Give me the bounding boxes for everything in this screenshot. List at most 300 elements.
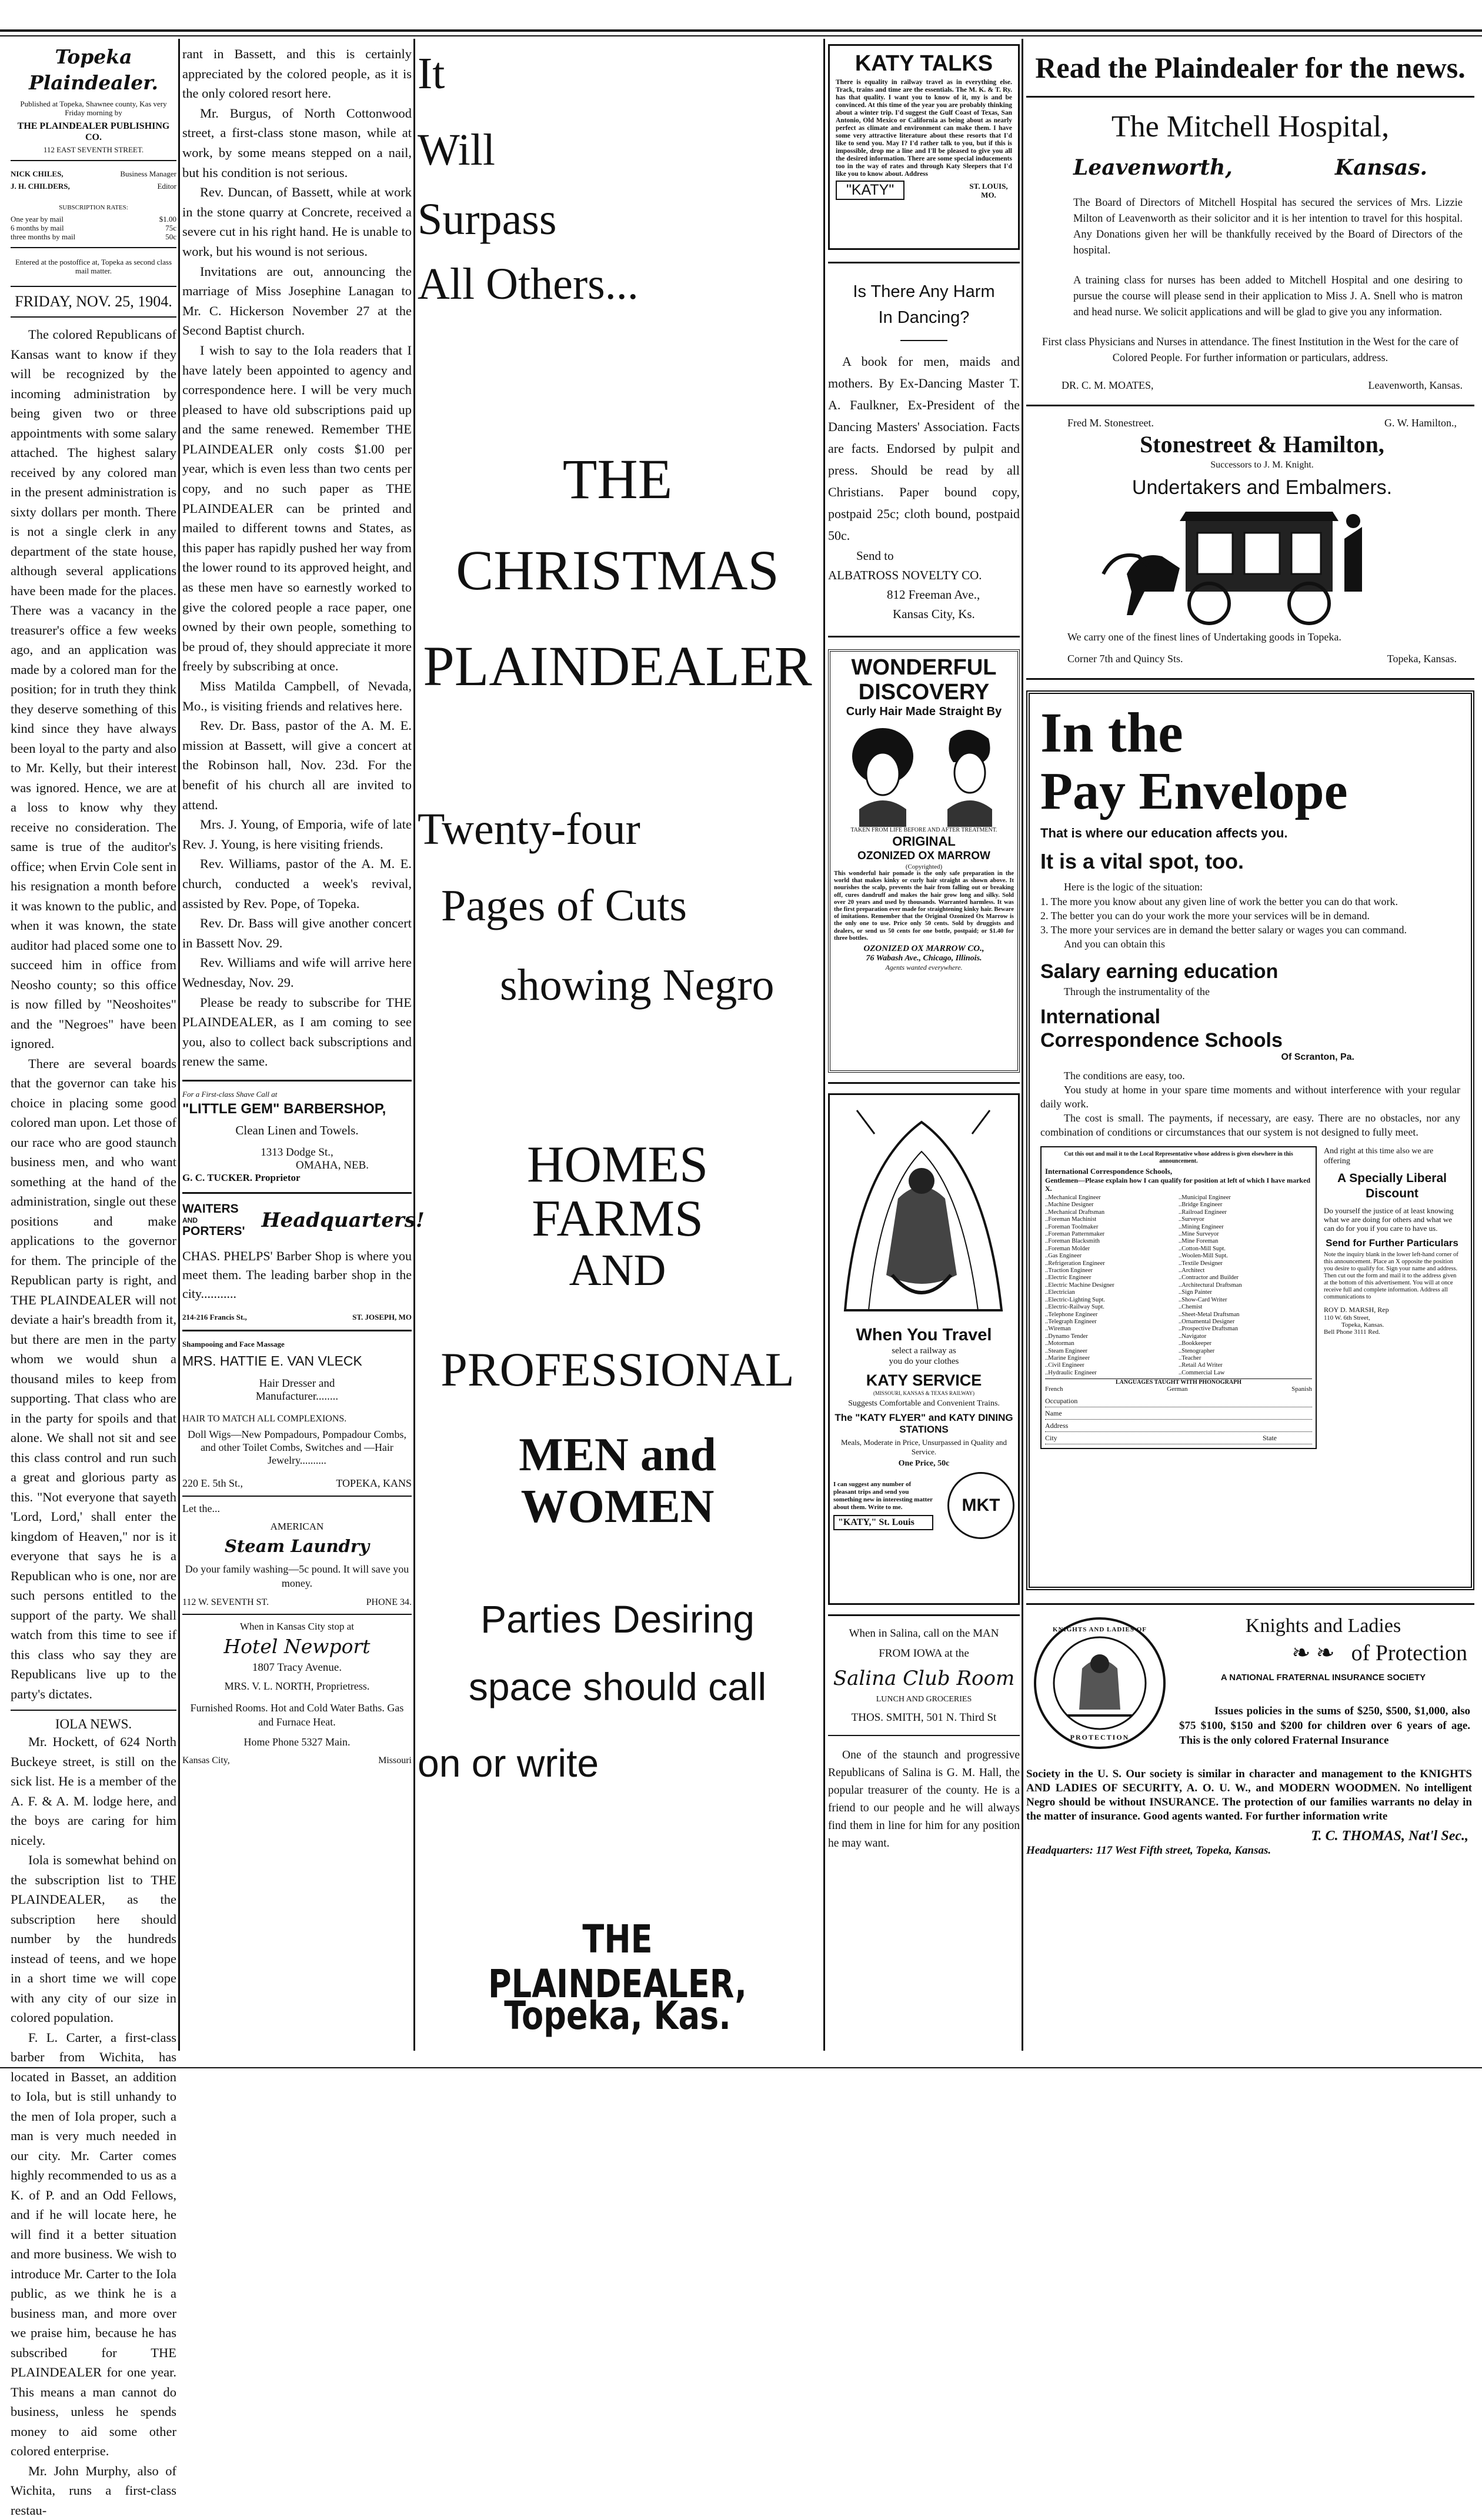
headline-pages-of-cuts: Pages of Cuts xyxy=(441,882,687,929)
headline-parties: Parties Desiring xyxy=(418,1597,817,1641)
before-after-portraits-image xyxy=(836,721,1012,827)
ad-line: HAIR TO MATCH ALL COMPLEXIONS. xyxy=(182,1414,412,1424)
headline-showing-negro: showing Negro xyxy=(500,962,775,1009)
course-option[interactable]: ..Ornamental Designer xyxy=(1179,1319,1312,1326)
course-option[interactable]: ..Stenographer xyxy=(1179,1348,1312,1355)
course-option[interactable]: ..Wireman xyxy=(1045,1326,1179,1333)
ad-pre: For a First-class Shave Call at xyxy=(182,1090,412,1099)
headline-will: Will xyxy=(418,126,495,173)
course-option[interactable]: ..Refrigeration Engineer xyxy=(1045,1260,1179,1267)
staff-role: Business Manager xyxy=(120,169,176,178)
course-option[interactable]: ..Teacher xyxy=(1179,1355,1312,1362)
form-head: Cut this out and mail it to the Local Representative whose address is given elsewhere in this announcement. xyxy=(1045,1151,1312,1165)
mitchell-city: Leavenworth, xyxy=(1073,155,1233,180)
ad-line: Furnished Rooms. Hot and Cold Water Baths. Gas and Furnace Heat. xyxy=(182,1701,412,1729)
iola-news xyxy=(11,1732,176,2520)
mitchell-footer xyxy=(1026,366,1474,392)
railway-illustration-image xyxy=(833,1099,1013,1322)
course-option[interactable]: ..Mine Surveyor xyxy=(1179,1231,1312,1238)
course-option[interactable]: ..Sheet-Metal Draftsman xyxy=(1179,1311,1312,1319)
ad-waiters-addr: 214-216 Francis St., xyxy=(182,1313,247,1321)
discovery-addr: 76 Wabash Ave., Chicago, Illinois. xyxy=(834,954,1014,963)
news-paragraph: Rev. Dr. Bass will give another concert in Bassett Nov. 29. xyxy=(182,913,412,953)
masthead-publisher: THE PLAINDEALER PUBLISHING CO. xyxy=(11,121,176,143)
course-option[interactable]: ..Architectural Draftsman xyxy=(1179,1282,1312,1289)
stonestreet-title: Stonestreet & Hamilton, xyxy=(1067,429,1457,460)
editorial-paragraph: The colored Republicans of Kansas want to know if they will be recognized by the incoming administration by being given two or three appointments with some salary attached. The highest salary received by any colored man in the present administration is sixty dollars per month. There is not a single clerk in any department of the state house, although several applications have been made for the places. There was a vacancy in the treasurer's office a few weeks ago, and an application was made by a colored man for the position; for in truth they think they deserve something of this kind since they have always been loyal to the party and also to Mr. Kelly, but their interest was ignored. Hence, we are at a loss to know why they receive no consideration. The same is true of the auditor's office; when Ervin Cole sent in his resignation a month before it was known to the public, and when it was known, the state auditor had placed some one to succeed him in office from Neosho county; so this office is now filled by "Neoshoites" and the "Negroes" have been ignored. xyxy=(11,325,176,1054)
column-rule xyxy=(413,39,415,2051)
rate-row xyxy=(11,223,176,232)
rate-row xyxy=(11,215,176,223)
field-address[interactable]: Address xyxy=(1045,1420,1312,1432)
mitchell-title: The Mitchell Hospital, xyxy=(1026,109,1474,145)
headline-on-or-write: on or write xyxy=(418,1741,599,1785)
mitchell-doctor-address: Leavenworth, Kansas. xyxy=(1368,379,1463,392)
course-option[interactable]: ..Textile Designer xyxy=(1179,1260,1312,1267)
headline-the: THE xyxy=(418,450,817,509)
knights-seal-image xyxy=(1026,1616,1173,1751)
ad-phone: Home Phone 5327 Main. xyxy=(182,1736,412,1748)
course-option[interactable]: ..Contractor and Builder xyxy=(1179,1274,1312,1281)
ics-side1: And right at this time also we are offering xyxy=(1324,1146,1460,1166)
news-paragraph: Miss Matilda Campbell, of Nevada, Mo., is visiting friends and relatives here. xyxy=(182,676,412,716)
ad-hotel-newport xyxy=(182,1621,412,1766)
news-paragraph: Rev. Williams and wife will arrive here Wednesday, Nov. 29. xyxy=(182,953,412,992)
dancing-title-1: Is There Any Harm xyxy=(828,279,1020,305)
rate-price: $1.00 xyxy=(159,215,176,223)
form-title: International Correspondence Schools, xyxy=(1045,1167,1312,1176)
travel-l2: you do your clothes xyxy=(833,1356,1014,1367)
ics-rep-city: Topeka, Kansas. xyxy=(1324,1321,1460,1329)
masthead-address: 112 EAST SEVENTH STREET. xyxy=(11,145,176,154)
knights-t3: A NATIONAL FRATERNAL INSURANCE SOCIETY xyxy=(1176,1672,1470,1684)
entered-note: Entered at the postoffice at, Topeka as second class mail matter. xyxy=(11,258,176,275)
course-option[interactable]: ..Cotton-Mill Supt. xyxy=(1179,1246,1312,1253)
discovery-co: OZONIZED OX MARROW CO., xyxy=(834,944,1014,954)
course-option[interactable]: ..Commercial Law xyxy=(1179,1370,1312,1377)
course-option[interactable]: ..Electric Engineer xyxy=(1045,1274,1179,1281)
iola-title: IOLA NEWS. xyxy=(11,1717,176,1732)
travel-l1: select a railway as xyxy=(833,1346,1014,1356)
course-option[interactable]: ..Railroad Engineer xyxy=(1179,1209,1312,1216)
ad-dancing xyxy=(828,279,1020,624)
discovery-t3: Curly Hair Made Straight By xyxy=(834,705,1014,719)
dancing-body: A book for men, maids and mothers. By Ex-Dancing Master T. A. Faulkner, Ex-President of the Dancing Masters' Association. Facts are facts. Endorsed by pulpit and press. Should be read by all Christians. Paper bound copy, postpaid 25c; cloth bound, postpaid 50c. xyxy=(828,351,1020,546)
seal-top-text: KNIGHTS AND LADIES OF xyxy=(1026,1626,1173,1633)
footer-plaindealer: THE PLAINDEALER, xyxy=(453,1917,782,2007)
column-3-christmas-ad xyxy=(418,44,822,2061)
iola-paragraph: F. L. Carter, a first-class barber from Wichita, has located in Basset, an addition to Iola, but is still unhandy to the men of Iola proper, such a man is very much needed in our city. Mr. Carter comes highly recommended to us as a K. of P. and an Odd Fellows, and if he will locate here, he will find it a better situation and more business. We wish to introduce Mr. Carter to the Iola public, as we think he is a business man, and more over we praise him, because he has subscribed for THE PLAINDEALER for one year. This means a man cannot do business, unless he spends money to aid some other colored enterprise. xyxy=(11,2028,176,2461)
field-occupation[interactable]: Occupation xyxy=(1045,1395,1312,1407)
rate-price: 50c xyxy=(165,232,176,241)
course-option[interactable]: ..Machine Designer xyxy=(1045,1201,1179,1209)
salina-l3: LUNCH AND GROCERIES xyxy=(828,1695,1020,1704)
column-1 xyxy=(11,44,176,2055)
iola-continued xyxy=(182,44,412,1072)
course-option[interactable]: ..Foreman Machinist xyxy=(1045,1216,1179,1223)
stonestreet-names xyxy=(1067,417,1457,429)
headline-it: It xyxy=(418,50,445,97)
ad-line: Hair Dresser and xyxy=(182,1377,412,1390)
ad-line: AMERICAN xyxy=(182,1521,412,1533)
news-paragraph: Rev. Williams, pastor of the A. M. E. church, conducted a week's revival, assisted by Rev. Pope, of Topeka. xyxy=(182,854,412,913)
knights-sign: T. C. THOMAS, Nat'l Sec., xyxy=(1026,1828,1474,1844)
discovery-t2: DISCOVERY xyxy=(834,680,1014,705)
course-option[interactable]: ..Hydraulic Engineer xyxy=(1045,1370,1179,1377)
ad-waiters-footer xyxy=(182,1313,412,1321)
discovery-caption: TAKEN FROM LIFE BEFORE AND AFTER TREATMENT. xyxy=(834,827,1014,834)
course-option[interactable]: ..Prospective Draftsman xyxy=(1179,1326,1312,1333)
ad-stonestreet-hamilton xyxy=(1026,417,1474,665)
read-plaindealer: Read the Plaindealer for the news. xyxy=(1026,48,1474,88)
ad-waiters-headline: Headquarters! xyxy=(262,1209,425,1232)
ad-katy-talks xyxy=(828,44,1020,250)
course-option[interactable]: ..Navigator xyxy=(1179,1333,1312,1340)
katy-city: ST. LOUIS, MO. xyxy=(965,182,1012,199)
course-option[interactable]: ..Electric-Lighting Supt. xyxy=(1045,1297,1179,1304)
course-option[interactable]: ..Motorman xyxy=(1045,1340,1179,1347)
course-option[interactable]: ..Electric Machine Designer xyxy=(1045,1282,1179,1289)
travel-footer xyxy=(833,1472,1014,1539)
travel-name: KATY SERVICE xyxy=(833,1370,1014,1390)
travel-l3: Suggests Comfortable and Convenient Trains. xyxy=(833,1398,1014,1408)
salina-body: One of the staunch and progressive Republicans of Salina is G. M. Hall, the popular treasurer of the county. He is a friend to our people and he will always find them in line for him for any position he may want. xyxy=(828,1747,1020,1853)
ad-laundry xyxy=(182,1503,412,1608)
course-option[interactable]: ..Mine Foreman xyxy=(1179,1238,1312,1245)
course-option[interactable]: ..Dynamo Tender xyxy=(1045,1333,1179,1340)
news-paragraph: Rev. Duncan, of Bassett, while at work in the stone quarry at Concrete, received a severe cut in his right hand. He is unable to work, but his wound is not serious. xyxy=(182,182,412,261)
stonestreet-sub: Undertakers and Embalmers. xyxy=(1067,474,1457,501)
ics-form-area xyxy=(1040,1146,1460,1449)
headline-twenty-four: Twenty-four xyxy=(418,806,640,853)
headline-and: AND xyxy=(418,1247,817,1294)
headline-surpass: Surpass xyxy=(418,196,556,243)
dancing-rule xyxy=(900,340,947,341)
ad-footer xyxy=(182,1755,412,1766)
ics-side4: Send for Further Particulars xyxy=(1324,1237,1460,1249)
ics-side3: Do yourself the justice of at least knowing what we are doing for others and what we can do for you if you care to have us. xyxy=(1324,1206,1460,1233)
mitchell-p3: First class Physicians and Nurses in attendance. The finest Institution in the West for the care of Colored People. For further information or particulars, address. xyxy=(1026,321,1474,366)
ics-rep-phone: Bell Phone 3111 Red. xyxy=(1324,1329,1460,1336)
course-option[interactable]: ..Foreman Toolmaker xyxy=(1045,1224,1179,1231)
headline-plaindealer: PLAINDEALER xyxy=(418,637,817,696)
ics-rep-addr: 110 W. 6th Street, xyxy=(1324,1314,1460,1321)
ad-laundry-name: Steam Laundry xyxy=(182,1536,412,1556)
news-paragraph: Rev. Dr. Bass, pastor of the A. M. E. mission at Bassett, will give a concert at the Robinson hall, Nov. 23d. For the benefit of his church all are invited to attend. xyxy=(182,716,412,815)
ics-side2: A Specially Liberal Discount xyxy=(1324,1171,1460,1201)
column-rule xyxy=(823,39,825,2051)
staff-row xyxy=(11,169,176,178)
ad-line: Manufacturer........ xyxy=(182,1390,412,1403)
ics-r3: 3. The more your services are in demand the better salary or wages you can command. xyxy=(1040,923,1460,937)
stonestreet-city: Topeka, Kansas. xyxy=(1387,653,1457,665)
ad-waiters-body: CHAS. PHELPS' Barber Shop is where you meet them. The leading barber shop in the city........... xyxy=(182,1247,412,1303)
column-4 xyxy=(828,44,1020,2055)
knights-body: Society in the U. S. Our society is similar in character and management to the KNIGHTS AND LADIES OF SECURITY, A. O. U. W., and MODERN WOODMEN. No intelligent Negro should be without INSURANCE. The protection of our families warrants no delay in the matter of insurance. Good agents wanted. For further information write xyxy=(1026,1767,1472,1824)
ics-cond: The conditions are easy, too. xyxy=(1040,1069,1460,1083)
course-option[interactable]: ..Gas Engineer xyxy=(1045,1253,1179,1260)
lang-german[interactable]: German xyxy=(1167,1386,1187,1393)
course-option[interactable]: ..Civil Engineer xyxy=(1045,1362,1179,1369)
ics-inquiry-form[interactable] xyxy=(1040,1146,1317,1449)
dancing-addr: 812 Freeman Ave., xyxy=(887,585,1020,605)
dancing-title-2: In Dancing? xyxy=(828,305,1020,331)
course-option[interactable]: ..Retail Ad Writer xyxy=(1179,1362,1312,1369)
dancing-co: ALBATROSS NOVELTY CO. xyxy=(828,566,1020,585)
travel-l5: I can suggest any number of pleasant trips and send you something new in interesting matter about them. Write to me. xyxy=(833,1481,933,1511)
dancing-send: Send to xyxy=(856,546,1020,566)
knights-issues: Issues policies in the sums of $250, $500, $1,000, also $75 $100, $150 and $200 for children over 6 years of age. This is the only colored Fraternal Insurance xyxy=(1179,1704,1470,1748)
salina-name: Salina Club Room xyxy=(828,1665,1020,1691)
news-paragraph: Invitations are out, announcing the marriage of Miss Josephine Lanagan to Mr. C. Hickerson November 27 at the Second Baptist church. xyxy=(182,262,412,341)
course-option[interactable]: ..Electrician xyxy=(1045,1289,1179,1296)
course-option[interactable]: ..Steam Engineer xyxy=(1045,1348,1179,1355)
mitchell-p1: The Board of Directors of Mitchell Hospital has secured the services of Mrs. Lizzie Milton of Leavenworth as their solicitor and it is her intention to travel for this hospital. Any Donations given her will be thankfully received by the Board of Directors of the hospital. xyxy=(1026,180,1474,259)
ics-name2: Correspondence Schools xyxy=(1040,1029,1460,1052)
ad-prop: MRS. V. L. NORTH, Proprietress. xyxy=(182,1680,412,1693)
column-5 xyxy=(1026,44,1474,2055)
column-rule xyxy=(1022,39,1023,2051)
rate-label: One year by mail xyxy=(11,215,64,223)
field-city-row[interactable] xyxy=(1045,1432,1312,1444)
page-top-rule-thin xyxy=(0,35,1482,36)
ics-salary: Salary earning education xyxy=(1040,960,1460,983)
mitchell-state: Kansas. xyxy=(1335,155,1427,180)
page-bottom-rule xyxy=(0,2067,1482,2068)
ad-salina xyxy=(828,1626,1020,1853)
course-option[interactable]: ..Woolen-Mill Supt. xyxy=(1179,1253,1312,1260)
knights-t2-row xyxy=(1214,1639,1467,1667)
courses-right xyxy=(1179,1194,1312,1377)
news-paragraph: Mr. Burgus, of North Cottonwood street, a first-class stone mason, while at work, by some means stepped on a nail, but his condition is not serious. xyxy=(182,104,412,182)
course-option[interactable]: ..Bridge Engineer xyxy=(1179,1201,1312,1209)
ad-waiters-l3: PORTERS' xyxy=(182,1224,245,1239)
ad-van-vleck xyxy=(182,1340,412,1490)
salina-addr: THOS. SMITH, 501 N. Third St xyxy=(828,1711,1020,1724)
course-option[interactable]: ..Traction Engineer xyxy=(1045,1267,1179,1274)
issue-date: FRIDAY, NOV. 25, 1904. xyxy=(11,293,176,311)
headline-professional: PROFESSIONAL xyxy=(418,1344,817,1396)
ad-addr: 112 W. SEVENTH ST. xyxy=(182,1597,269,1608)
ad-sub: Clean Linen and Towels. xyxy=(182,1123,412,1138)
course-option[interactable]: ..Municipal Engineer xyxy=(1179,1194,1312,1201)
editorial xyxy=(11,325,176,1704)
course-option[interactable]: ..Surveyor xyxy=(1179,1216,1312,1223)
ad-line: Doll Wigs—New Pompadours, Pompadour Combs, and other Toilet Combs, Switches and —Hair Jewelry.......... xyxy=(182,1428,412,1467)
katy-sign: "KATY" xyxy=(836,181,904,200)
staff-name: J. H. CHILDERS, xyxy=(11,182,70,191)
ics-c2: The cost is small. The payments, if necessary, are easy. There are no obstacles, nor any combination of conditions or circumstances that our system is not designed to fully meet. xyxy=(1040,1111,1460,1139)
salina-l2: FROM IOWA at the xyxy=(828,1645,1020,1662)
form-lang-row[interactable] xyxy=(1045,1386,1312,1393)
course-option[interactable]: ..Foreman Blacksmith xyxy=(1045,1238,1179,1245)
ad-phone: PHONE 34. xyxy=(366,1597,412,1608)
ad-city: TOPEKA, KANS xyxy=(336,1477,412,1490)
course-option[interactable]: ..Marine Engineer xyxy=(1045,1355,1179,1362)
course-option[interactable]: ..Telegraph Engineer xyxy=(1045,1319,1179,1326)
field-city: City xyxy=(1045,1432,1057,1444)
course-option[interactable]: ..Foreman Patternmaker xyxy=(1045,1231,1179,1238)
staff-role: Editor xyxy=(158,182,177,191)
mitchell-location xyxy=(1026,145,1474,180)
ad-line: Do your family washing—5c pound. It will save you money. xyxy=(182,1562,412,1590)
katy-title: KATY TALKS xyxy=(836,51,1012,76)
stonestreet-footer xyxy=(1067,653,1457,665)
travel-title: When You Travel xyxy=(833,1324,1014,1346)
headline-men-and-women: MEN and WOMEN xyxy=(418,1429,817,1533)
discovery-t1: WONDERFUL xyxy=(834,655,1014,680)
travel-sign: "KATY," St. Louis xyxy=(833,1515,933,1530)
stonestreet-n1: Fred M. Stonestreet. xyxy=(1067,417,1154,429)
discovery-o2: OZONIZED OX MARROW xyxy=(834,849,1014,863)
ics-r1: 1. The more you know about any given line of work the better you can do that work. xyxy=(1040,894,1460,909)
rates-title: SUBSCRIPTION RATES: xyxy=(11,203,176,212)
salina-l1: When in Salina, call on the MAN xyxy=(828,1626,1020,1642)
form-sub: Gentlemen—Please explain how I can qualify for position at left of which I have marked X. xyxy=(1045,1176,1312,1193)
ad-addr: 220 E. 5th St., xyxy=(182,1477,243,1490)
ics-t3: That is where our education affects you. xyxy=(1040,826,1460,841)
news-paragraph: Mrs. J. Young, of Emporia, wife of late Rev. J. Young, is here visiting friends. xyxy=(182,815,412,854)
ad-little-gem xyxy=(182,1090,412,1184)
discovery-o1: ORIGINAL xyxy=(834,834,1014,849)
katy-body: There is equality in railway travel as in everything else. Track, trains and time are the essentials. The M. K. & T. Ry. has that quality. I want you to know of it, my is and be convinced. At this time of the year you are probably thinking about a winter trip. I'd suggest the Gulf Coast of Texas, San Antonio, Old Mexico or California as being about as nearly perfect as climate and environment can make them. I have some very attractive literature about these resorts that I'd like to send you. May I? I'd rather talk to you, but if this is impossible, drop me a line and I'll be pleased to give you all the desired information. There are some special inducements too in the way of rates and through Katy Sleepers that I'd like you to know about. Address xyxy=(836,79,1012,178)
hearse-illustration-image xyxy=(1086,503,1438,627)
ics-t2: Pay Envelope xyxy=(1040,762,1460,821)
headline-space: space should call xyxy=(418,1664,817,1709)
ad-name: "LITTLE GEM" BARBERSHOP, xyxy=(182,1101,412,1117)
staff-row xyxy=(11,182,176,191)
form-fields xyxy=(1045,1395,1312,1444)
discovery-body: This wonderful hair pomade is the only safe preparation in the world that makes kinky or curly hair straight as shown above. It nourishes the scalp, prevents the hair from falling out or breaking off, cures dandruff and makes the hair grow long and silky. Sold over 20 years and used by thousands. Warranted harmless. It was the first preparation ever made for straightening kinky hair. Beware of imitations. Remember that the Original Ozonized Ox Marrow is the only one to use. Price only 50 cents. Sold by druggists and dealers, or send us 50 cents for one bottle, postpaid; or $1.40 for three bottles. xyxy=(834,870,1014,942)
knights-t2: of Protection xyxy=(1351,1641,1467,1665)
ad-waiters-l2: AND xyxy=(182,1216,245,1224)
ics-c1: You study at home in your spare time moments and without interference with your regular daily work. xyxy=(1040,1083,1460,1111)
ad-state: Missouri xyxy=(378,1755,412,1766)
ad-ics-pay-envelope xyxy=(1026,690,1474,1590)
ad-pre: Shampooing and Face Massage xyxy=(182,1340,412,1349)
travel-price: One Price, 50c xyxy=(833,1459,1014,1468)
field-name[interactable]: Name xyxy=(1045,1407,1312,1420)
course-option[interactable]: ..Foreman Molder xyxy=(1045,1246,1179,1253)
course-option[interactable]: ..Mechanical Engineer xyxy=(1045,1194,1179,1201)
course-option[interactable]: ..Mining Engineer xyxy=(1179,1224,1312,1231)
iola-paragraph: Mr. John Murphy, also of Wichita, runs a first-class restau- xyxy=(11,2461,176,2520)
ics-of: Of Scranton, Pa. xyxy=(1040,1052,1460,1063)
course-option[interactable]: ..Electric-Railway Supt. xyxy=(1045,1304,1179,1311)
stonestreet-succ: Successors to J. M. Knight. xyxy=(1067,460,1457,470)
ics-rep: ROY D. MARSH, Rep xyxy=(1324,1306,1460,1314)
ics-t4: It is a vital spot, too. xyxy=(1040,849,1460,874)
discovery-agents: Agents wanted everywhere. xyxy=(834,963,1014,972)
news-paragraph: Please be ready to subscribe for THE PLAINDEALER, as I am coming to see you, also to collect back subscriptions and renew the same. xyxy=(182,993,412,1072)
course-option[interactable]: ..Telephone Engineer xyxy=(1045,1311,1179,1319)
travel-l4: Meals, Moderate in Price, Unsurpassed in Quality and Service. xyxy=(833,1438,1014,1457)
ad-addr: 1313 Dodge St., xyxy=(182,1146,412,1159)
ad-city: OMAHA, NEB. xyxy=(253,1159,412,1172)
course-option[interactable]: ..Architect xyxy=(1179,1267,1312,1274)
ics-r4: And you can obtain this xyxy=(1040,937,1460,951)
form-langs: LANGUAGES TAUGHT WITH PHONOGRAPH xyxy=(1045,1379,1312,1386)
rate-price: 75c xyxy=(165,223,176,232)
katy-footer xyxy=(836,181,1012,200)
ad-name: MRS. HATTIE E. VAN VLECK xyxy=(182,1353,412,1369)
travel-sub: (MISSOURI, KANSAS & TEXAS RAILWAY) xyxy=(833,1390,1014,1396)
iola-paragraph: Mr. Hockett, of 624 North Buckeye street, is still on the sick list. He is a member of the A. F. & A. M. lodge here, and the boys are caring for him nicely. xyxy=(11,1732,176,1850)
course-option[interactable]: ..Show-Card Writer xyxy=(1179,1297,1312,1304)
ics-side xyxy=(1317,1146,1460,1449)
ad-pre: Let the... xyxy=(182,1503,412,1515)
discovery-copy: (Copyrighted) xyxy=(834,863,1014,870)
mitchell-doctor: DR. C. M. MOATES, xyxy=(1062,379,1154,392)
ics-logic: Here is the logic of the situation: xyxy=(1040,880,1460,894)
ad-katy-service xyxy=(828,1093,1020,1605)
ad-knights-ladies xyxy=(1026,1616,1474,1839)
field-state: State xyxy=(1263,1432,1312,1444)
decorative-leaf-icon: ❧ ❧ xyxy=(1291,1641,1334,1665)
knights-hq: Headquarters: 117 West Fifth street, Topeka, Kansas. xyxy=(1026,1844,1474,1857)
page-top-rule xyxy=(0,29,1482,32)
course-option[interactable]: ..Bookkeeper xyxy=(1179,1340,1312,1347)
masthead-title: Topeka Plaindealer. xyxy=(11,44,176,96)
ics-r2: 2. The better you can do your work the more your services will be in demand. xyxy=(1040,909,1460,923)
seal-bottom-text: PROTECTION xyxy=(1026,1733,1173,1742)
dancing-city: Kansas City, Ks. xyxy=(893,605,1020,624)
staff-name: NICK CHILES, xyxy=(11,169,64,178)
ad-waiters xyxy=(182,1202,412,1321)
travel-flyer: The "KATY FLYER" and KATY DINING STATIONS xyxy=(833,1412,1014,1436)
editorial-paragraph: There are several boards that the governor can take his choice in placing some good colored man upon. Let those of our race who are good staunch business men, and who want something at the hand of the administration, single out these positions and make applications to the governor for them. The principle of the Republican party is right, and THE PLAINDEALER will not deviate a hair's breadth from it, but there are men in the party whom we would shun a thousand miles to keep from supporting. That class who are in the party for spoils and that alone. We shall not sit and see this class control and run such a great and glorious party as this. "Not everyone that sayeth 'Lord, Lord,' shall enter the kingdom of Heaven," nor is it everyone that says he is a Republican who is one, nor are such persons entitled to the support of the party. We shall watch from this time to see if this class who say they are Republicans live up to the party's dictates. xyxy=(11,1054,176,1704)
ics-side5: Note the inquiry blank in the lower left-hand corner of this announcement. Place an X opposite the position you desire to qualify for. Sign your name and address. Then cut out the form and mail it to the address given at the bottom of this advertisement. You will at once receive full and complete information. Address all communications to xyxy=(1324,1251,1460,1301)
news-paragraph: I wish to say to the Iola readers that I have lately been appointed to agency and correspondence here. I will be very much pleased to have old subscriptions paid up and the same renewed. Remember THE PLAINDEALER only costs $1.00 per year, which is even less than two cents per copy, and no such paper as THE PLAINDEALER can be printed and mailed to different towns and States, as this paper has rapidly pushed her way from the lower round to its approved height, and as these men have so earnestly worked to give the colored people a race paper, one owned by their own people, something to be proud of, they should appreciate it more freely by subscribing at once. xyxy=(182,341,412,676)
ad-pre: When in Kansas City stop at xyxy=(182,1621,412,1633)
iola-paragraph: Iola is somewhat behind on the subscription list to THE PLAINDEALER, as the subscription here should number by the hundreds instead of teens, and we hope in a short time we will cope with any city of our size in colored population. xyxy=(11,1850,176,2028)
course-option[interactable]: ..Sign Painter xyxy=(1179,1289,1312,1296)
stonestreet-addr: Corner 7th and Quincy Sts. xyxy=(1067,653,1183,665)
ad-prop: G. C. TUCKER. Proprietor xyxy=(182,1172,412,1184)
headline-homes-farms: HOMES FARMS xyxy=(418,1138,817,1246)
stonestreet-n2: G. W. Hamilton., xyxy=(1384,417,1457,429)
ics-name1: International xyxy=(1040,1005,1460,1029)
ad-footer xyxy=(182,1597,412,1608)
ad-footer xyxy=(182,1477,412,1490)
ad-city: Kansas City, xyxy=(182,1755,230,1766)
news-paragraph: rant in Bassett, and this is certainly appreciated by the colored people, as it is the only colored resort here. xyxy=(182,44,412,104)
rate-label: 6 months by mail xyxy=(11,223,64,232)
ad-wonderful-discovery xyxy=(828,649,1020,1073)
ics-through: Through the instrumentality of the xyxy=(1040,986,1460,998)
ad-hotel-name: Hotel Newport xyxy=(182,1635,412,1658)
mitchell-p2: A training class for nurses has been added to Mitchell Hospital and one desiring to pursue the course will please send in their application to Miss J. A. Snell who is matron and head nurse. We solicit applications and will be glad to give you any information. xyxy=(1026,259,1474,321)
masthead-published: Published at Topeka, Shawnee county, Kas very Friday morning by xyxy=(11,99,176,117)
column-rule xyxy=(178,39,180,2051)
ad-waiters-city: ST. JOSEPH, MO xyxy=(352,1313,412,1321)
stonestreet-body: We carry one of the finest lines of Undertaking goods in Topeka. xyxy=(1067,629,1457,645)
lang-spanish[interactable]: Spanish xyxy=(1291,1386,1312,1393)
ad-mitchell-hospital xyxy=(1026,109,1474,392)
rate-row xyxy=(11,232,176,241)
ad-waiters-l1: WAITERS xyxy=(182,1202,245,1216)
rate-label: three months by mail xyxy=(11,232,75,241)
lang-french[interactable]: French xyxy=(1045,1386,1063,1393)
courses-left xyxy=(1045,1194,1179,1377)
course-option[interactable]: ..Mechanical Draftsman xyxy=(1045,1209,1179,1216)
knights-t1: Knights and Ladies xyxy=(1176,1613,1470,1639)
headline-all-others: All Others... xyxy=(418,261,639,308)
headline-christmas: CHRISTMAS xyxy=(418,541,817,600)
course-option[interactable]: ..Chemist xyxy=(1179,1304,1312,1311)
form-courses xyxy=(1045,1194,1312,1377)
mkt-logo: MKT xyxy=(947,1472,1014,1539)
